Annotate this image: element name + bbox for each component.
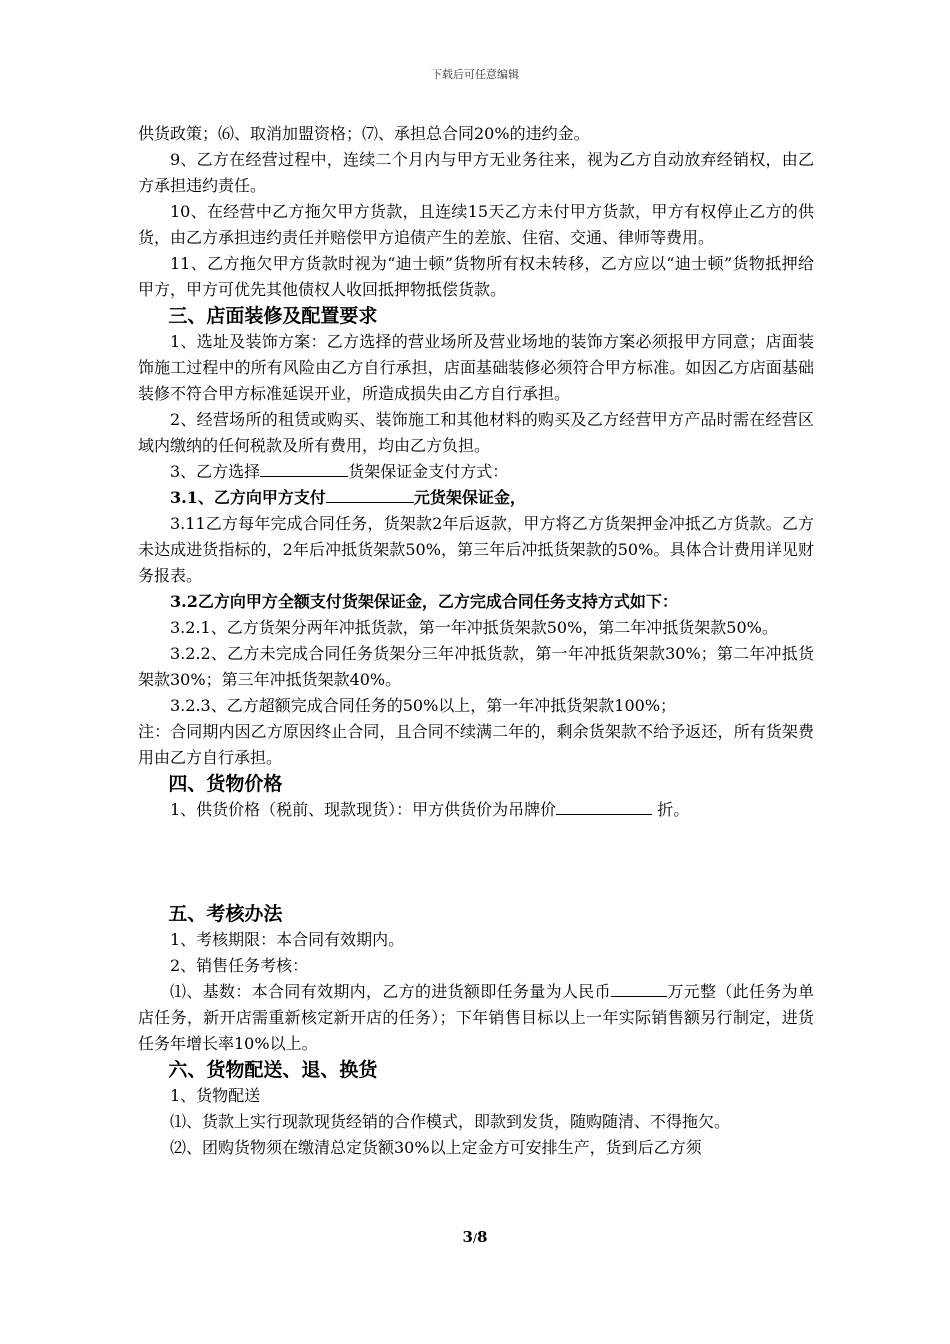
fill-blank: [611, 980, 667, 997]
fill-blank: [260, 460, 348, 477]
paragraph: ⑴、货款上实行现款现货经销的合作模式，即款到发货，随购随清、不得拖欠。: [170, 1112, 731, 1131]
paragraph: 3.2.2、乙方未完成合同任务货架分三年冲抵货款，第一年冲抵货架款30%；第二年冲抵货架款30%；第三年冲抵货架款40%。: [138, 644, 814, 689]
section-heading: 六、货物配送、退、换货: [168, 1059, 378, 1081]
text: 3.1、乙方向甲方支付: [170, 488, 326, 507]
paragraph: 2、经营场所的租赁或购买、装饰施工和其他材料的购买及乙方经营甲方产品时需在经营区域内缴纳的任何税款及所有费用，均由乙方负担。: [138, 410, 814, 455]
paragraph: [138, 485, 814, 511]
paragraph: [138, 459, 814, 485]
paragraph: 3.2.1、乙方货架分两年冲抵货款，第一年冲抵货架款50%，第二年冲抵货架款50%。: [170, 618, 778, 637]
paragraph: 11、乙方拖欠甲方货款时视为“迪士顿”货物所有权未转移，乙方应以“迪士顿”货物抵押给甲方，甲方可优先其他债权人收回抵押物抵偿货款。: [138, 254, 814, 299]
paragraph: ⑵、团购货物须在缴清总定货额30%以上定金方可安排生产，货到后乙方须: [170, 1138, 702, 1157]
note-paragraph: 注：合同期内因乙方原因终止合同，且合同不续满二年的，剩余货架款不给予返还，所有货架费用由乙方自行承担。: [138, 722, 814, 767]
paragraph: 3.11乙方每年完成合同任务，货架款2年后返款，甲方将乙方货架押金冲抵乙方货款。乙方未达成进货指标的，2年后冲抵货架款50%，第三年后冲抵货架款的50%。具体合计费用详见财务报表。: [138, 514, 814, 585]
current-page: 3: [462, 1228, 473, 1246]
paragraph: 供货政策；⑹、取消加盟资格；⑺、承担总合同20%的违约金。: [138, 124, 590, 143]
page-header: 下载后可任意编辑: [431, 68, 519, 81]
paragraph: 3.2乙方向甲方全额支付货架保证金，乙方完成合同任务支持方式如下：: [170, 592, 678, 611]
section-heading: 三、店面装修及配置要求: [168, 305, 378, 327]
text: 货架保证金支付方式：: [348, 462, 509, 481]
paragraph: 2、销售任务考核：: [170, 956, 309, 975]
section-heading: 四、货物价格: [168, 773, 283, 795]
paragraph: 3.2.3、乙方超额完成合同任务的50%以上，第一年冲抵货架款100%；: [170, 696, 677, 715]
section-heading: 五、考核办法: [168, 903, 283, 925]
fill-blank: [556, 798, 652, 815]
page-separator: /: [472, 1231, 478, 1245]
paragraph: 1、货物配送: [170, 1086, 261, 1105]
text: 折。: [657, 800, 690, 819]
paragraph: 1、考核期限：本合同有效期内。: [170, 930, 405, 949]
paragraph: 9、乙方在经营过程中，连续二个月内与甲方无业务往来，视为乙方自动放弃经销权，由乙方承担违约责任。: [138, 150, 814, 195]
text: ⑴、基数：本合同有效期内，乙方的进货额即任务量为人民币: [170, 982, 611, 1001]
paragraph: 1、选址及装饰方案：乙方选择的营业场所及营业场地的装饰方案必须报甲方同意；店面装饰施工过程中的所有风险由乙方自行承担，店面基础装修必须符合甲方标准。如因乙方店面基础装修不符合甲方标准延误开业，所造成损失由乙方自行承担。: [138, 332, 814, 403]
paragraph: [138, 979, 814, 1057]
text: 元货架保证金，: [413, 488, 526, 507]
paragraph: [138, 797, 814, 823]
text: 3、乙方选择: [170, 462, 261, 481]
spacer: [138, 823, 814, 901]
fill-blank: [326, 486, 414, 503]
total-pages: 8: [477, 1228, 488, 1246]
paragraph: 10、在经营中乙方拖欠甲方货款，且连续15天乙方未付甲方货款，甲方有权停止乙方的供货，由乙方承担违约责任并赔偿甲方追债产生的差旅、住宿、交通、律师等费用。: [138, 202, 814, 247]
document-body: [138, 121, 814, 1161]
page-number: [0, 1228, 950, 1246]
text: 1、供货价格（税前、现款现货）：甲方供货价为吊牌价: [170, 800, 557, 819]
text: 万元整（此任务为单店任务，新开店需重新核定新开店的任务）；下年销售目标以上一年实际销售额另行制定，进货任务年增长率10%以上。: [138, 982, 814, 1053]
